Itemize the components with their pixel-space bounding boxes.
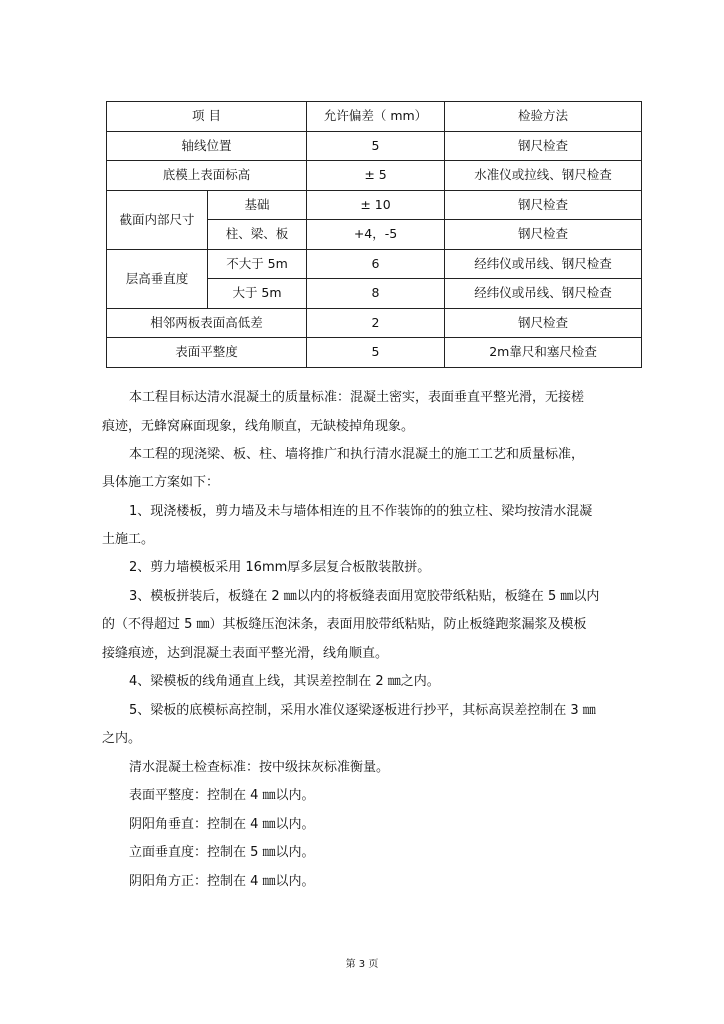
paragraph-line: 本工程的现浇梁、板、柱、墙将推广和执行清水混凝土的施工工艺和质量标准， bbox=[129, 447, 585, 462]
paragraph-line: 痕迹，无蜂窝麻面现象，线角顺直，无缺棱掉角现象。 bbox=[102, 419, 415, 434]
paragraph-line: 清水混凝土检查标准：按中级抹灰标准衡量。 bbox=[129, 760, 390, 775]
paragraph-line: 具体施工方案如下： bbox=[102, 475, 220, 490]
header-method: 检验方法 bbox=[445, 102, 642, 132]
paragraph-line: 本工程目标达清水混凝土的质量标准：混凝土密实，表面垂直平整光滑，无接槎 bbox=[129, 390, 585, 405]
row-tolerance: +4，-5 bbox=[307, 220, 445, 250]
page-number: 第 3 页 bbox=[345, 959, 379, 970]
paragraph-line: 的（不得超过 5 ㎜）其板缝压泡沫条，表面用胶带纸粘贴，防止板缝跑浆漏浆及模板 bbox=[102, 617, 587, 632]
paragraph-line: 阴阳角方正：控制在 4 ㎜以内。 bbox=[129, 874, 315, 889]
row-group: 层高垂直度 bbox=[107, 249, 208, 308]
row-tolerance: 6 bbox=[307, 249, 445, 279]
row-method: 经纬仪或吊线、钢尺检查 bbox=[445, 249, 642, 279]
row-tolerance: ± 10 bbox=[307, 190, 445, 220]
paragraph-line: 5、梁板的底模标高控制，采用水准仪逐梁逐板进行抄平，其标高误差控制在 3 ㎜ bbox=[129, 703, 596, 718]
row-method: 钢尺检查 bbox=[445, 220, 642, 250]
table-header-row bbox=[107, 102, 642, 132]
row-item: 相邻两板表面高低差 bbox=[107, 308, 307, 338]
row-tolerance: 5 bbox=[307, 338, 445, 368]
row-sub-item: 不大于 5m bbox=[208, 249, 307, 279]
header-item: 项 目 bbox=[107, 102, 307, 132]
paragraph-line: 土施工。 bbox=[102, 532, 155, 547]
paragraph-line: 1、现浇楼板，剪力墙及未与墙体相连的且不作装饰的的独立柱、梁均按清水混凝 bbox=[129, 504, 593, 519]
paragraph-line: 阴阳角垂直：控制在 4 ㎜以内。 bbox=[129, 817, 315, 832]
header-tolerance: 允许偏差（ mm） bbox=[307, 102, 445, 132]
row-item: 表面平整度 bbox=[107, 338, 307, 368]
row-tolerance: 5 bbox=[307, 131, 445, 161]
row-method: 钢尺检查 bbox=[445, 131, 642, 161]
row-group: 截面内部尺寸 bbox=[107, 190, 208, 249]
row-tolerance: 2 bbox=[307, 308, 445, 338]
paragraph-line: 3、模板拼装后，板缝在 2 ㎜以内的将板缝表面用宽胶带纸粘贴，板缝在 5 ㎜以内 bbox=[129, 589, 600, 604]
row-method: 经纬仪或吊线、钢尺检查 bbox=[445, 279, 642, 309]
paragraph-line: 2、剪力墙模板采用 16mm厚多层复合板散装散拼。 bbox=[129, 560, 431, 575]
row-method: 钢尺检查 bbox=[445, 190, 642, 220]
table-row bbox=[107, 161, 642, 191]
row-tolerance: ± 5 bbox=[307, 161, 445, 191]
paragraph-line: 4、梁模板的线角通直上线，其误差控制在 2 ㎜之内。 bbox=[129, 674, 440, 689]
table-row bbox=[107, 249, 642, 279]
row-sub-item: 大于 5m bbox=[208, 279, 307, 309]
row-method: 水准仪或拉线、钢尺检查 bbox=[445, 161, 642, 191]
row-item: 底模上表面标高 bbox=[107, 161, 307, 191]
paragraph-line: 立面垂直度：控制在 5 ㎜以内。 bbox=[129, 845, 315, 860]
table-row bbox=[107, 190, 642, 220]
paragraph-line: 接缝痕迹，达到混凝土表面平整光滑，线角顺直。 bbox=[102, 646, 389, 661]
row-tolerance: 8 bbox=[307, 279, 445, 309]
paragraph-line: 之内。 bbox=[102, 731, 142, 746]
paragraph-line: 表面平整度：控制在 4 ㎜以内。 bbox=[129, 788, 315, 803]
row-method: 2m靠尺和塞尺检查 bbox=[445, 338, 642, 368]
row-sub-item: 基础 bbox=[208, 190, 307, 220]
row-sub-item: 柱、梁、板 bbox=[208, 220, 307, 250]
table-row bbox=[107, 308, 642, 338]
row-method: 钢尺检查 bbox=[445, 308, 642, 338]
tolerance-table bbox=[106, 101, 642, 368]
row-item: 轴线位置 bbox=[107, 131, 307, 161]
table-row bbox=[107, 131, 642, 161]
table-row bbox=[107, 338, 642, 368]
